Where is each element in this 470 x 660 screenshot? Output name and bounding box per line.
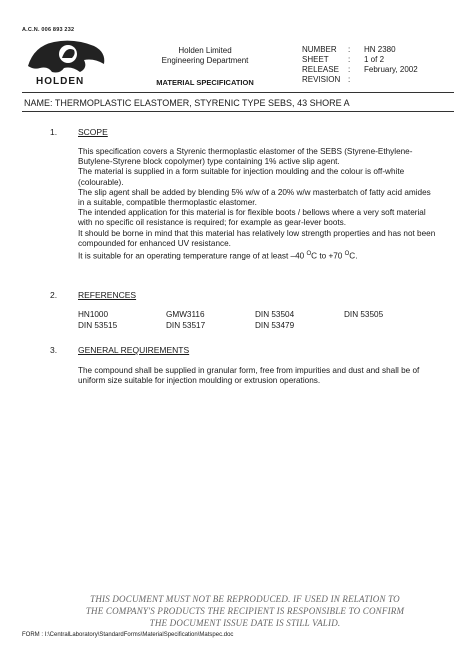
section-title-general-requirements: GENERAL REQUIREMENTS <box>78 345 190 355</box>
meta-sep: : <box>348 55 351 64</box>
scope-paragraph: It should be borne in mind that this material has relatively low strength properties and has not been compounded for enhanced UV resistance. <box>78 228 436 248</box>
meta-value: 1 of 2 <box>364 55 385 64</box>
meta-value: February, 2002 <box>364 65 418 74</box>
meta-key: RELEASE <box>302 65 339 74</box>
section-number: 3. <box>50 345 58 355</box>
disclaimer-line: THE DOCUMENT ISSUE DATE IS STILL VALID. <box>149 618 341 628</box>
reference-item: DIN 53479 <box>255 321 295 330</box>
meta-row-release <box>302 65 418 75</box>
section-title-references: REFERENCES <box>78 290 137 300</box>
scope-body <box>78 147 438 262</box>
reference-item: GMW3116 <box>166 310 205 319</box>
meta-row-number <box>302 45 418 55</box>
meta-key: SHEET <box>302 55 329 64</box>
company-name: Holden Limited <box>178 46 232 55</box>
meta-row-sheet <box>302 55 418 65</box>
degree-mark: O <box>306 251 312 258</box>
section-number: 1. <box>50 127 58 137</box>
scope-temperature <box>78 249 438 262</box>
form-path: FORM : I:\CentralLaboratory\StandardForms\MaterialSpecification\Matspec.doc <box>22 632 234 638</box>
scope-paragraph: The intended application for this material is for flexible boots / bellows where a very soft material with no specific oil resistance is required; for example as gear-lever boots. <box>78 208 426 228</box>
reference-item: DIN 53515 <box>78 321 118 330</box>
degree-mark: O <box>344 251 350 258</box>
references-grid <box>78 310 438 332</box>
temp-text: C. <box>349 251 358 261</box>
department-name: Engineering Department <box>161 56 249 65</box>
material-name: NAME: THERMOPLASTIC ELASTOMER, STYRENIC TYPE SEBS, 43 SHORE A <box>24 98 350 108</box>
meta-value: HN 2380 <box>364 45 396 54</box>
header-rule-top <box>22 92 454 93</box>
disclaimer-line: THIS DOCUMENT MUST NOT BE REPRODUCED. IF USED IN RELATION TO <box>90 594 400 604</box>
disclaimer-line: THE COMPANY'S PRODUCTS THE RECIPIENT IS RESPONSIBLE TO CONFIRM <box>85 606 405 616</box>
section-number: 2. <box>50 290 58 300</box>
temp-text: C to +70 <box>311 251 345 261</box>
meta-sep: : <box>348 45 351 54</box>
footer-disclaimer <box>40 593 450 629</box>
meta-sep: : <box>348 75 351 84</box>
reference-item: DIN 53505 <box>344 310 384 319</box>
meta-key: NUMBER <box>302 45 337 54</box>
meta-sep: : <box>348 65 351 74</box>
reference-item: DIN 53517 <box>166 321 206 330</box>
section-title-scope: SCOPE <box>78 127 108 137</box>
meta-table <box>302 45 418 85</box>
doc-type: MATERIAL SPECIFICATION <box>156 78 254 87</box>
scope-paragraph: This specification covers a Styrenic thermoplastic elastomer of the SEBS (Styrene-Ethylene-Butylene-Styrene block copolymer) type containing 1% active slip agent. <box>78 147 413 167</box>
brand-name: HOLDEN <box>36 76 85 87</box>
general-body: The compound shall be supplied in granular form, free from impurities and dust and shall be of uniform size suitable for injection moulding or extrusion operations. <box>78 366 420 386</box>
acn-number: A.C.N. 006 893 232 <box>22 27 75 33</box>
reference-item: DIN 53504 <box>255 310 295 319</box>
scope-paragraph: The material is supplied in a form suitable for injection moulding and the colour is off-white (colourable). <box>78 167 405 187</box>
scope-paragraph: The slip agent shall be added by blending 5% w/w of a 20% w/w masterbatch of fatty acid amides in a suitable, compatible thermoplastic elastomer. <box>78 187 431 208</box>
temp-text: It is suitable for an operating temperature range of at least –40 <box>78 251 307 261</box>
header-rule-bottom <box>22 111 454 112</box>
company-block <box>140 46 270 66</box>
meta-row-revision <box>302 75 418 85</box>
reference-item: HN1000 <box>78 310 109 319</box>
meta-key: REVISION <box>302 75 341 84</box>
